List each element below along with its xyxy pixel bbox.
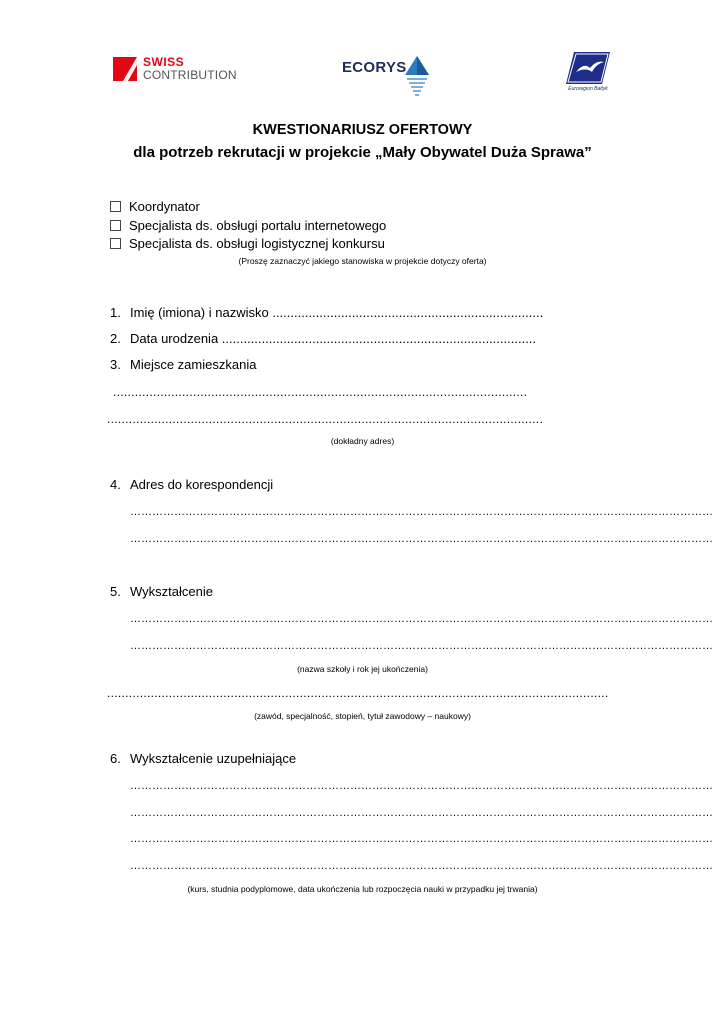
question-number: 5.	[110, 584, 121, 599]
question-1-name	[110, 305, 543, 320]
correspondence-fill-line-2[interactable]: ……………………………………………………………………………………………………………………………………………	[130, 533, 713, 545]
question-number: 1.	[110, 305, 121, 320]
question-label: Wykształcenie uzupełniające	[130, 751, 297, 766]
question-6-additional-education	[110, 751, 296, 766]
residence-fill-line-1[interactable]: ..................................................................................................................	[113, 385, 528, 399]
swiss-logo-line2: CONTRIBUTION	[143, 68, 237, 82]
question-5-education	[110, 584, 213, 599]
swiss-cross-icon	[113, 57, 137, 81]
position-option-label: Specjalista ds. obsługi logistycznej konkursu	[129, 236, 385, 251]
birthdate-fill-line[interactable]: .......................................................................................	[221, 331, 537, 346]
additional-education-fill-line-1[interactable]: ……………………………………………………………………………………………………………………………………………	[130, 780, 713, 792]
seagull-icon	[564, 50, 612, 86]
question-label: Adres do korespondencji	[130, 477, 274, 492]
checkbox[interactable]	[110, 201, 121, 212]
education-fill-line-1[interactable]: ……………………………………………………………………………………………………………………………………………	[130, 613, 713, 625]
additional-education-fill-line-3[interactable]: ……………………………………………………………………………………………………………………………………………	[130, 833, 713, 845]
education-note-profession: (zawód, specjalność, stopień, tytuł zawodowy – naukowy)	[254, 711, 471, 721]
ecorys-triangle-icon	[404, 55, 430, 97]
question-3-residence	[110, 357, 256, 372]
ecorys-logo	[342, 55, 432, 97]
question-number: 2.	[110, 331, 121, 346]
residence-fill-line-2[interactable]: ........................................................................................................................	[107, 412, 544, 426]
checkbox[interactable]	[110, 220, 121, 231]
additional-education-fill-line-2[interactable]: ……………………………………………………………………………………………………………………………………………	[130, 807, 713, 819]
question-label: Data urodzenia	[130, 331, 219, 346]
question-label: Imię (imiona) i nazwisko	[130, 305, 269, 320]
form-title: KWESTIONARIUSZ OFERTOWY	[252, 122, 473, 138]
ecorys-wordmark: ECORYS	[342, 59, 407, 76]
swiss-contribution-logo	[113, 56, 243, 86]
additional-education-fill-line-4[interactable]: ……………………………………………………………………………………………………………………………………………	[130, 860, 713, 872]
form-subtitle: dla potrzeb rekrutacji w projekcie „Mały Obywatel Duża Sprawa”	[133, 144, 592, 161]
swiss-logo-line1: SWISS	[143, 55, 185, 69]
checkbox[interactable]	[110, 238, 121, 249]
question-4-correspondence	[110, 477, 273, 492]
question-number: 4.	[110, 477, 121, 492]
position-option-label: Specjalista ds. obsługi portalu internetowego	[129, 218, 387, 233]
question-label: Wykształcenie	[130, 584, 213, 599]
position-note: (Proszę zaznaczyć jakiego stanowiska w projekcie dotyczy oferta)	[238, 256, 487, 266]
name-fill-line[interactable]: ...........................................................................	[272, 305, 544, 320]
correspondence-fill-line-1[interactable]: ……………………………………………………………………………………………………………………………………………	[130, 506, 713, 518]
additional-education-note: (kurs, studnia podyplomowe, data ukończenia lub rozpoczęcia nauki w przypadku jej trwania)	[187, 884, 538, 894]
position-option-logistics-specialist[interactable]	[110, 235, 385, 253]
position-option-label: Koordynator	[129, 199, 200, 214]
question-2-birthdate	[110, 331, 536, 346]
education-fill-line-2[interactable]: ……………………………………………………………………………………………………………………………………………	[130, 640, 713, 652]
education-note-school: (nazwa szkoły i rok jej ukończenia)	[297, 664, 428, 674]
question-number: 3.	[110, 357, 121, 372]
question-number: 6.	[110, 751, 121, 766]
euroregion-baltyk-logo	[564, 50, 612, 94]
residence-note: (dokładny adres)	[330, 436, 395, 446]
position-option-portal-specialist[interactable]	[110, 217, 386, 235]
bird-logo-caption: Euroregion Baltyk	[568, 86, 608, 92]
position-option-coordinator[interactable]	[110, 198, 200, 216]
question-label: Miejsce zamieszkania	[130, 357, 257, 372]
education-fill-line-3[interactable]: ..........................................................................................................................................	[107, 686, 609, 700]
